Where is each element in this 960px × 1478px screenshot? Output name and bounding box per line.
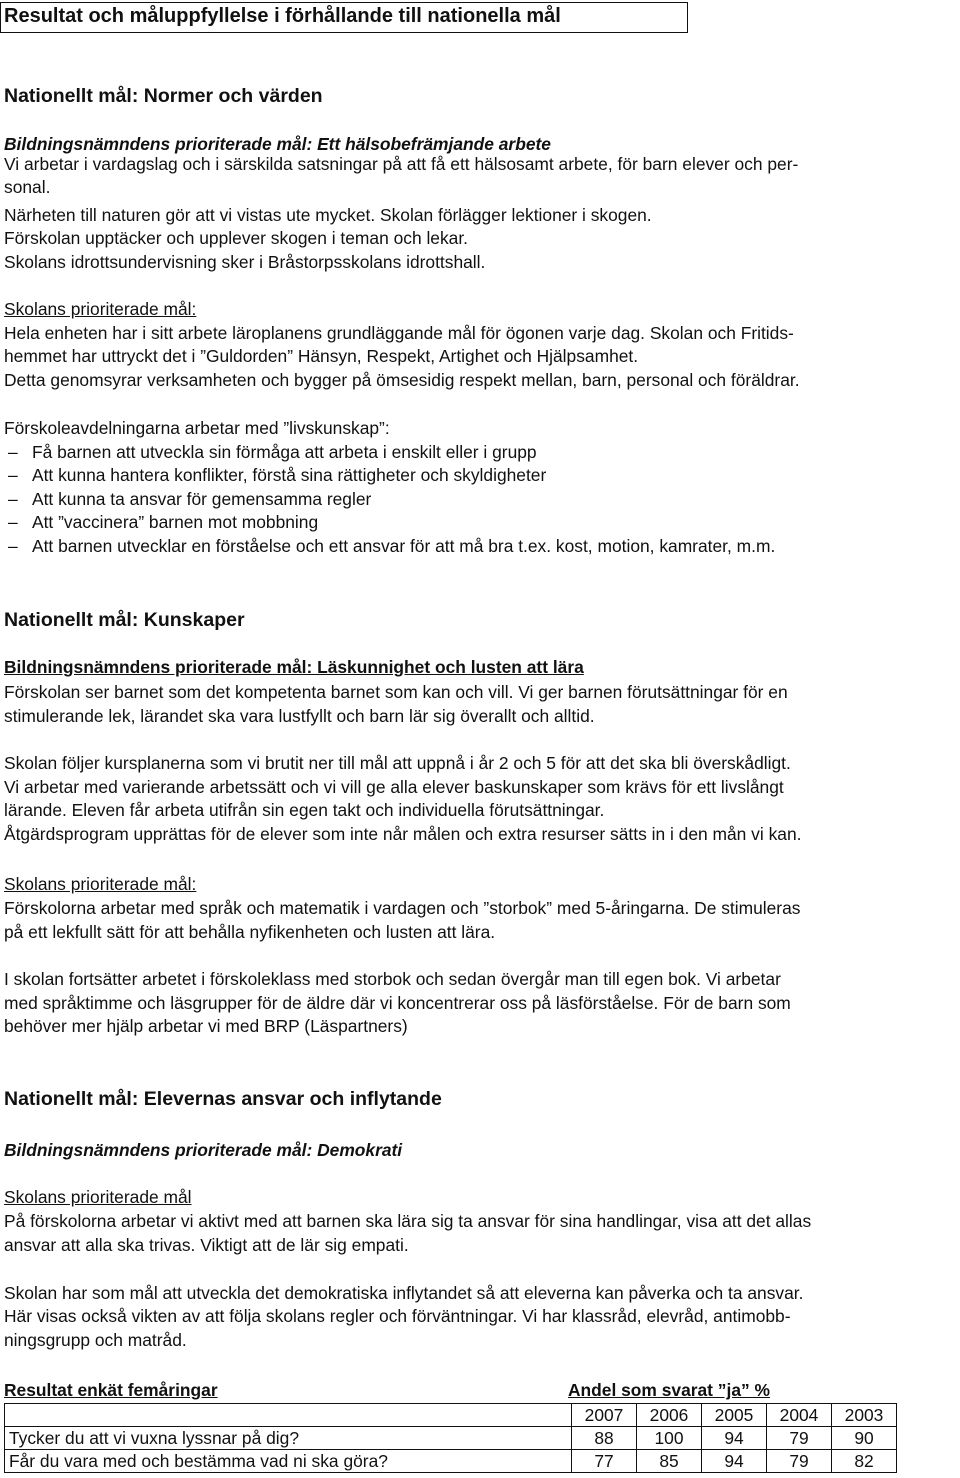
paragraph-storbok-3: behöver mer hjälp arbetar vi med BRP (Läspartners) bbox=[4, 1016, 408, 1036]
paragraph-inflytande-2: Här visas också vikten av att följa skolans regler och förväntningar. Vi har klassråd, elevråd, antimobb- bbox=[4, 1306, 791, 1326]
school-goal-label-3: Skolans prioriterade mål bbox=[4, 1187, 192, 1207]
paragraph-school-1: Hela enheten har i sitt arbete läroplanens grundläggande mål för ögonen varje dag. Skolan och Fritids- bbox=[4, 323, 794, 343]
survey-percent-label: Andel som svarat ”ja” % bbox=[568, 1380, 770, 1400]
value-cell: 88 bbox=[572, 1427, 637, 1450]
value-cell: 100 bbox=[637, 1427, 702, 1450]
preschool-intro: Förskoleavdelningarna arbetar med ”livskunskap”: bbox=[4, 418, 390, 438]
year-header: 2006 bbox=[637, 1404, 702, 1427]
value-cell: 94 bbox=[702, 1450, 767, 1473]
priority-goal-las: Bildningsnämndens prioriterade mål: Läskunnighet och lusten att lära bbox=[4, 657, 584, 677]
survey-table bbox=[4, 1403, 897, 1473]
list-item: – Få barnen att utveckla sin förmåga att arbeta i enskilt eller i grupp bbox=[8, 442, 537, 462]
paragraph-skolan-1: Skolan följer kursplanerna som vi brutit ner till mål att uppnå i år 2 och 5 för att det ska bli överskådligt. bbox=[4, 753, 791, 773]
value-cell: 90 bbox=[832, 1427, 897, 1450]
paragraph-skolan-3: lärande. Eleven får arbeta utifrån sin egen takt och individuella förutsättningar. bbox=[4, 800, 605, 820]
value-cell: 82 bbox=[832, 1450, 897, 1473]
school-goal-label-2: Skolans prioriterade mål: bbox=[4, 874, 197, 894]
paragraph-demokrati-1: På förskolorna arbetar vi aktivt med att barnen ska lära sig ta ansvar för sina handlingar, visa att det allas bbox=[4, 1211, 812, 1231]
paragraph-inflytande-1: Skolan har som mål att utveckla det demokratiska inflytandet så att eleverna kan påverka och ta ansvar. bbox=[4, 1283, 804, 1303]
table-row bbox=[5, 1450, 897, 1473]
page-title: Resultat och måluppfyllelse i förhållande till nationella mål bbox=[4, 5, 561, 27]
table-cell bbox=[5, 1404, 572, 1427]
value-cell: 77 bbox=[572, 1450, 637, 1473]
list-item: – Att barnen utvecklar en förståelse och ett ansvar för att må bra t.ex. kost, motion, kamrater, m.m. bbox=[8, 536, 776, 556]
year-header: 2007 bbox=[572, 1404, 637, 1427]
paragraph-forskolan-2: stimulerande lek, lärandet ska vara lustfyllt och barn lär sig överallt och alltid. bbox=[4, 706, 595, 726]
paragraph-halsa-3: Närheten till naturen gör att vi vistas ute mycket. Skolan förlägger lektioner i skogen. bbox=[4, 205, 652, 225]
value-cell: 85 bbox=[637, 1450, 702, 1473]
paragraph-sprak-2: på ett lekfullt sätt för att behålla nyfikenheten och lusten att lära. bbox=[4, 922, 496, 942]
value-cell: 79 bbox=[767, 1450, 832, 1473]
list-item: – Att kunna ta ansvar för gemensamma regler bbox=[8, 489, 372, 509]
paragraph-inflytande-3: ningsgrupp och matråd. bbox=[4, 1330, 187, 1350]
value-cell: 94 bbox=[702, 1427, 767, 1450]
section-heading-kunskaper: Nationellt mål: Kunskaper bbox=[4, 609, 245, 631]
paragraph-demokrati-2: ansvar att alla ska trivas. Viktigt att de lär sig empati. bbox=[4, 1235, 409, 1255]
survey-label: Resultat enkät femåringar bbox=[4, 1380, 218, 1400]
year-header: 2005 bbox=[702, 1404, 767, 1427]
school-goal-label-1: Skolans prioriterade mål: bbox=[4, 299, 197, 319]
table-header-row bbox=[5, 1404, 897, 1427]
paragraph-storbok-1: I skolan fortsätter arbetet i förskoleklass med storbok och sedan övergår man till egen bok. Vi arbetar bbox=[4, 969, 781, 989]
paragraph-halsa-5: Skolans idrottsundervisning sker i Bråstorpsskolans idrottshall. bbox=[4, 252, 486, 272]
table-row bbox=[5, 1427, 897, 1450]
paragraph-skolan-4: Åtgärdsprogram upprättas för de elever som inte når målen och extra resurser sätts in i den mån vi kan. bbox=[4, 824, 802, 844]
year-header: 2004 bbox=[767, 1404, 832, 1427]
paragraph-halsa-4: Förskolan upptäcker och upplever skogen i teman och lekar. bbox=[4, 228, 469, 248]
paragraph-forskolan-1: Förskolan ser barnet som det kompetenta barnet som kan och vill. Vi ger barnen förutsättningar för en bbox=[4, 682, 788, 702]
paragraph-sprak-1: Förskolorna arbetar med språk och matematik i vardagen och ”storbok” med 5-åringarna. De stimuleras bbox=[4, 898, 801, 918]
year-header: 2003 bbox=[832, 1404, 897, 1427]
paragraph-storbok-2: med språktimme och läsgrupper för de äldre där vi koncentrerar oss på läsförståelse. För de barn som bbox=[4, 993, 791, 1013]
paragraph-skolan-2: Vi arbetar med varierande arbetssätt och vi vill ge alla elever baskunskaper som krävs för ett livslångt bbox=[4, 777, 784, 797]
value-cell: 79 bbox=[767, 1427, 832, 1450]
priority-goal-demokrati: Bildningsnämndens prioriterade mål: Demokrati bbox=[4, 1140, 403, 1160]
question-cell: Får du vara med och bestämma vad ni ska göra? bbox=[5, 1450, 572, 1473]
paragraph-halsa-2: sonal. bbox=[4, 177, 51, 197]
paragraph-halsa-1: Vi arbetar i vardagslag och i särskilda satsningar på att få ett hälsosamt arbete, för barn elever och per- bbox=[4, 154, 799, 174]
section-heading-ansvar: Nationellt mål: Elevernas ansvar och inflytande bbox=[4, 1088, 442, 1110]
list-item: – Att kunna hantera konflikter, förstå sina rättigheter och skyldigheter bbox=[8, 465, 547, 485]
list-item: – Att ”vaccinera” barnen mot mobbning bbox=[8, 512, 319, 532]
priority-goal-halsa: Bildningsnämndens prioriterade mål: Ett hälsobefrämjande arbete bbox=[4, 134, 551, 154]
paragraph-school-2: hemmet har uttryckt det i ”Guldorden” Hänsyn, Respekt, Artighet och Hjälpsamhet. bbox=[4, 346, 639, 366]
question-cell: Tycker du att vi vuxna lyssnar på dig? bbox=[5, 1427, 572, 1450]
section-heading-normer: Nationellt mål: Normer och värden bbox=[4, 85, 323, 107]
paragraph-school-3: Detta genomsyrar verksamheten och bygger på ömsesidig respekt mellan, barn, personal och föräldrar. bbox=[4, 370, 800, 390]
